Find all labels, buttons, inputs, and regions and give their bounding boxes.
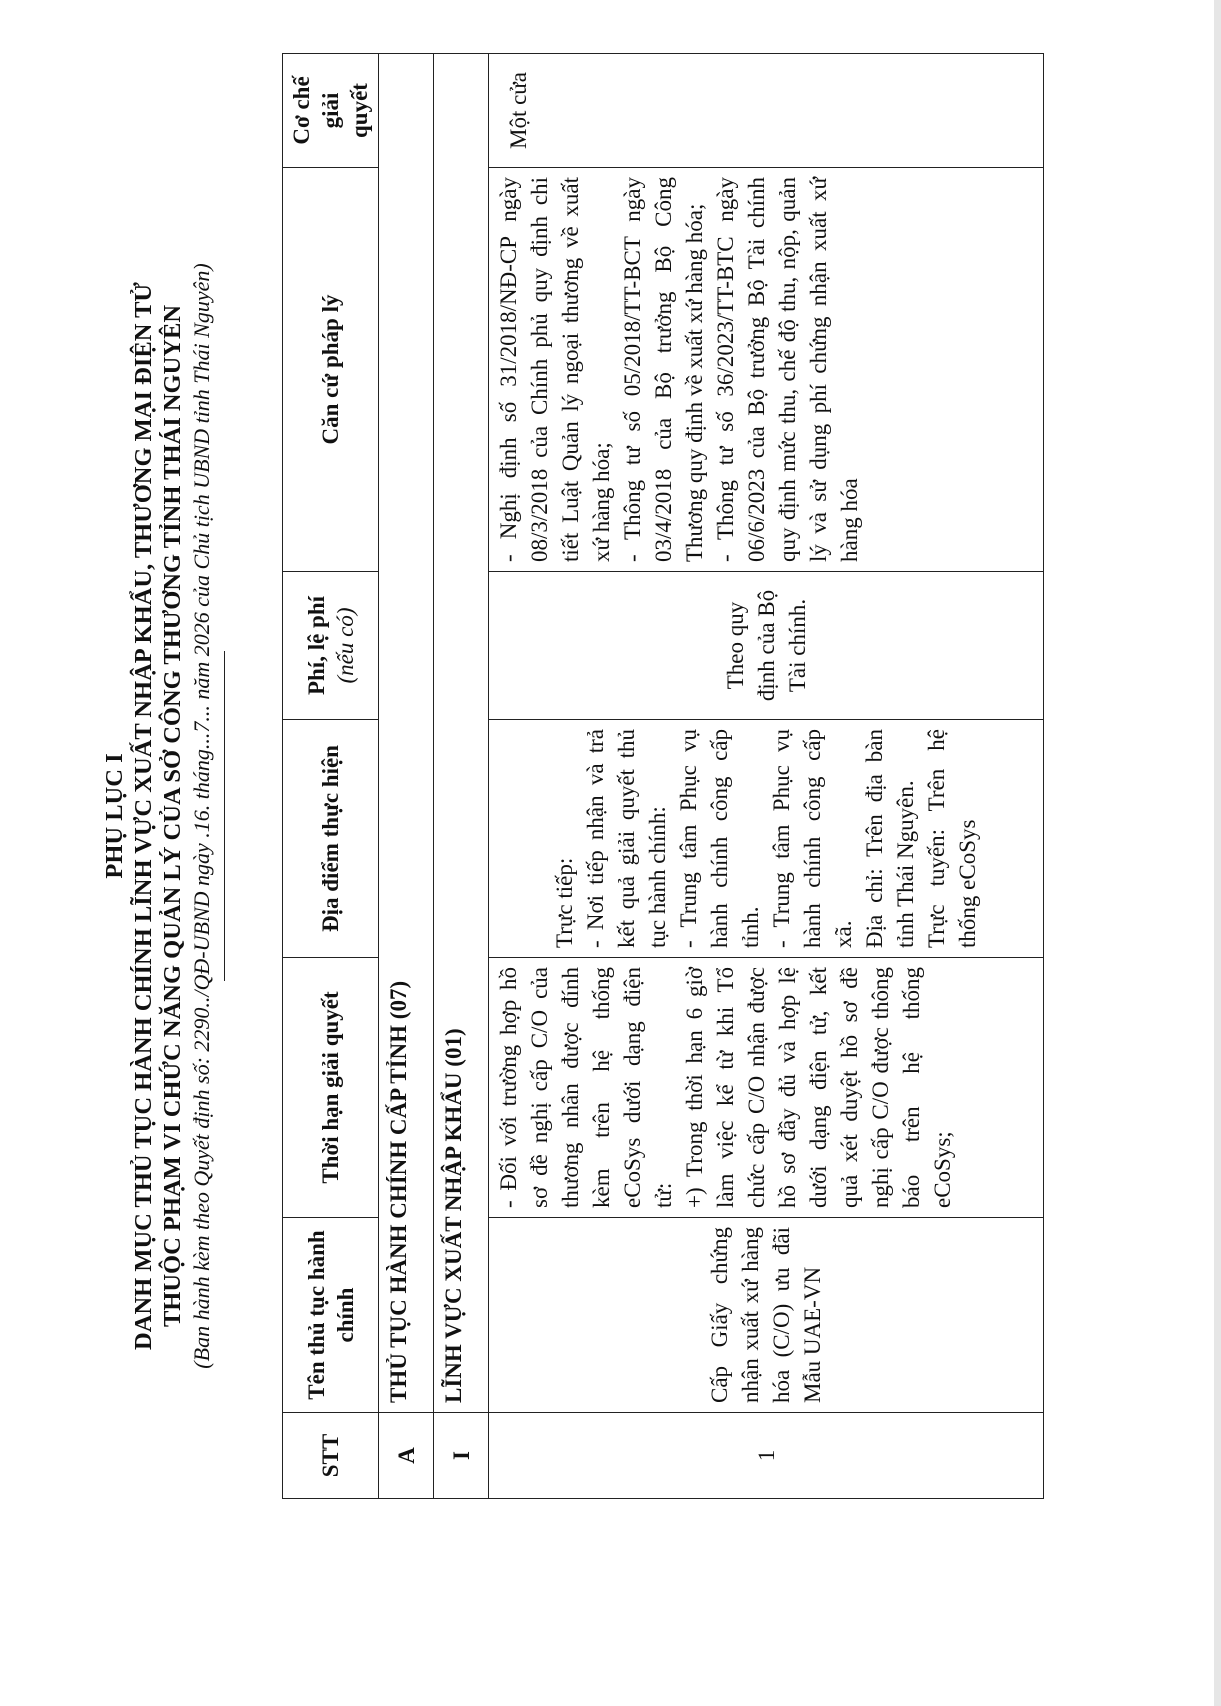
row-legal-basis [489, 168, 1044, 572]
col-name: Tên thủ tục hành chính [283, 1218, 379, 1413]
section-i-label: LĨNH VỰC XUẤT NHẬP KHẨU (01) [434, 54, 489, 1413]
location-paragraph: Trực tuyến: Trên hệ thống eCoSys [924, 729, 980, 948]
section-i-code: I [434, 1413, 489, 1499]
table-header-row [283, 54, 379, 1499]
row-deadline [489, 958, 1044, 1218]
col-fee-note: (nếu có) [332, 607, 358, 684]
table-row [489, 54, 1044, 1499]
title-line-2: THUỘC PHẠM VI CHỨC NĂNG QUẢN LÝ CỦA SỞ CÔNG THƯƠNG TỈNH THÁI NGUYÊN [159, 304, 186, 1328]
section-a-label: THỦ TỤC HÀNH CHÍNH CẤP TỈNH (07) [379, 54, 434, 1413]
location-paragraph: - Nơi tiếp nhận và trả kết quả giải quyết thủ tục hành chính: [583, 729, 670, 948]
col-legal: Căn cứ pháp lý [283, 168, 379, 572]
section-a-code: A [379, 1413, 434, 1499]
row-mechanism: Một cửa [489, 54, 1044, 168]
location-paragraph: - Trung tâm Phục vụ hành chính công cấp xã. [769, 729, 856, 948]
header-separator [224, 651, 225, 981]
col-mechanism: Cơ chế giải quyết [283, 54, 379, 168]
col-fee [283, 572, 379, 720]
row-fee: Theo quy định của Bộ Tài chính. [489, 572, 1044, 720]
section-row-i [434, 54, 489, 1499]
section-row-a [379, 54, 434, 1499]
col-location: Địa điểm thực hiện [283, 720, 379, 958]
legal-paragraph: - Thông tư số 05/2018/TT-BCT ngày 03/4/2018 của Bộ trưởng Bộ Công Thương quy định về xuất xứ hàng hóa; [620, 177, 707, 562]
row-location [489, 720, 1044, 958]
deadline-paragraph: +) Trong thời hạn 6 giờ làm việc kể từ khi Tổ chức cấp C/O nhận được hồ sơ đầy đủ và hợp lệ dưới dạng điện tử, kết quả xét duyệt hồ sơ đề nghị cấp C/O được thông báo trên hệ thống eCoSys; [682, 967, 955, 1208]
location-paragraph: - Trung tâm Phục vụ hành chính công cấp tỉnh. [676, 729, 763, 948]
location-paragraph: Địa chỉ: Trên địa bàn tỉnh Thái Nguyên. [862, 729, 918, 948]
location-paragraph: Trực tiếp: [552, 857, 577, 948]
col-stt: STT [283, 1413, 379, 1499]
row-stt: 1 [489, 1413, 1044, 1499]
procedure-table [282, 53, 1044, 1499]
title-line-1: DANH MỤC THỦ TỤC HÀNH CHÍNH LĨNH VỰC XUẤT NHẬP KHẨU, THƯƠNG MẠI ĐIỆN TỬ [130, 282, 157, 1350]
subtitle: (Ban hành kèm theo Quyết định số: 2290../QĐ-UBND ngày .16. tháng...7... năm 2026 của Chủ tịch UBND tỉnh Thái Nguyên) [189, 263, 214, 1369]
legal-paragraph: - Thông tư số 36/2023/TT-BTC ngày 06/6/2023 của Bộ trưởng Bộ Tài chính quy định mức thu, chế độ thu, nộp, quản lý và sử dụng phí chứng nhận xuất xứ hàng hóa [713, 177, 862, 562]
document-header [100, 156, 225, 1476]
row-procedure-name: Cấp Giấy chứng nhận xuất xứ hàng hóa (C/O) ưu đãi Mẫu UAE-VN [489, 1218, 1044, 1413]
col-deadline: Thời hạn giải quyết [283, 958, 379, 1218]
deadline-paragraph: - Đối với trường hợp hồ sơ đề nghị cấp C/O của thương nhân được đính kèm trên hệ thống eCoSys dưới dạng điện tử: [496, 967, 676, 1208]
appendix-title: PHỤ LỤC I [101, 753, 128, 879]
col-fee-label: Phí, lệ phí [303, 595, 329, 696]
legal-paragraph: - Nghị định số 31/2018/NĐ-CP ngày 08/3/2018 của Chính phủ quy định chi tiết Luật Quản lý ngoại thương về xuất xứ hàng hóa; [496, 177, 614, 562]
